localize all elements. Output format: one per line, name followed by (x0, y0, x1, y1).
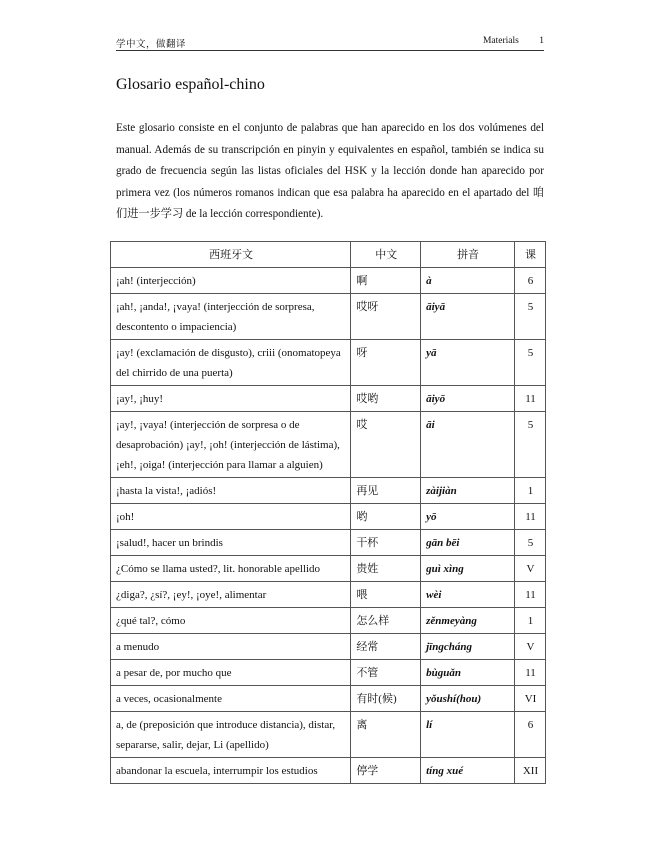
chinese-cell: 哟 (351, 504, 421, 530)
col-header-chinese: 中文 (351, 242, 421, 268)
lesson-cell: 5 (515, 412, 546, 478)
spanish-cell: abandonar la escuela, interrumpir los estudios (111, 758, 351, 784)
pinyin-cell: yā (421, 340, 515, 386)
pinyin-cell: wèi (421, 582, 515, 608)
spanish-cell: ¿qué tal?, cómo (111, 608, 351, 634)
table-row (111, 340, 546, 386)
spanish-cell: ¡hasta la vista!, ¡adiós! (111, 478, 351, 504)
chinese-cell: 有时(候) (351, 686, 421, 712)
lesson-cell: 5 (515, 340, 546, 386)
chinese-cell: 怎么样 (351, 608, 421, 634)
spanish-cell: a, de (preposición que introduce distancia), distar, separarse, salir, dejar, Li (apellido) (111, 712, 351, 758)
table-row (111, 530, 546, 556)
col-header-pinyin: 拼音 (421, 242, 515, 268)
lesson-cell: V (515, 634, 546, 660)
lesson-cell: 11 (515, 504, 546, 530)
spanish-cell: ¡ay!, ¡vaya! (interjección de sorpresa o de desaprobación) ¡ay!, ¡oh! (interjección de lástima), ¡eh!, ¡oiga! (interjección para llamar a alguien) (111, 412, 351, 478)
spanish-cell: ¿diga?, ¿sí?, ¡ey!, ¡oye!, alimentar (111, 582, 351, 608)
table-row (111, 686, 546, 712)
chinese-cell: 经常 (351, 634, 421, 660)
table-row (111, 660, 546, 686)
table-row (111, 758, 546, 784)
chinese-cell: 哎 (351, 412, 421, 478)
chinese-cell: 干杯 (351, 530, 421, 556)
pinyin-cell: āi (421, 412, 515, 478)
page-number: 1 (539, 36, 544, 46)
chinese-cell: 哎哟 (351, 386, 421, 412)
chinese-cell: 喂 (351, 582, 421, 608)
spanish-cell: ¡oh! (111, 504, 351, 530)
page-header (116, 34, 544, 51)
lesson-cell: XII (515, 758, 546, 784)
pinyin-cell: guì xìng (421, 556, 515, 582)
chinese-cell: 离 (351, 712, 421, 758)
pinyin-cell: lí (421, 712, 515, 758)
table-row (111, 412, 546, 478)
table-row (111, 294, 546, 340)
chinese-cell: 呀 (351, 340, 421, 386)
table-row (111, 712, 546, 758)
lesson-cell: V (515, 556, 546, 582)
table-header-row (111, 242, 546, 268)
chinese-cell: 贵姓 (351, 556, 421, 582)
pinyin-cell: yō (421, 504, 515, 530)
spanish-cell: ¡ay!, ¡huy! (111, 386, 351, 412)
lesson-cell: VI (515, 686, 546, 712)
pinyin-cell: zàijiàn (421, 478, 515, 504)
table-row (111, 556, 546, 582)
chinese-cell: 哎呀 (351, 294, 421, 340)
header-book-title: 学中文，做翻译 (116, 40, 187, 50)
lesson-cell: 6 (515, 268, 546, 294)
spanish-cell: a menudo (111, 634, 351, 660)
lesson-cell: 5 (515, 294, 546, 340)
header-section (483, 36, 544, 46)
col-header-lesson: 课 (515, 242, 546, 268)
table-row (111, 478, 546, 504)
table-row (111, 634, 546, 660)
pinyin-cell: gān bēi (421, 530, 515, 556)
pinyin-cell: yǒushí(hou) (421, 686, 515, 712)
pinyin-cell: jīngcháng (421, 634, 515, 660)
header-section-label: Materials (482, 36, 519, 46)
spanish-cell: ¡ay! (exclamación de disgusto), criii (onomatopeya del chirrido de una puerta) (111, 340, 351, 386)
lesson-cell: 1 (515, 608, 546, 634)
table-row (111, 608, 546, 634)
chinese-cell: 不管 (351, 660, 421, 686)
table-row (111, 386, 546, 412)
table-row (111, 268, 546, 294)
col-header-spanish: 西班牙文 (111, 242, 351, 268)
spanish-cell: ¡ah!, ¡anda!, ¡vaya! (interjección de sorpresa, descontento o impaciencia) (111, 294, 351, 340)
spanish-cell: a pesar de, por mucho que (111, 660, 351, 686)
lesson-cell: 11 (515, 386, 546, 412)
chinese-cell: 停学 (351, 758, 421, 784)
spanish-cell: ¡salud!, hacer un brindis (111, 530, 351, 556)
pinyin-cell: bùguǎn (421, 660, 515, 686)
pinyin-cell: zěnmeyàng (421, 608, 515, 634)
spanish-cell: a veces, ocasionalmente (111, 686, 351, 712)
lesson-cell: 1 (515, 478, 546, 504)
pinyin-cell: tíng xué (421, 758, 515, 784)
pinyin-cell: āiyō (421, 386, 515, 412)
table-row (111, 582, 546, 608)
pinyin-cell: à (421, 268, 515, 294)
lesson-cell: 11 (515, 582, 546, 608)
lesson-cell: 6 (515, 712, 546, 758)
spanish-cell: ¡ah! (interjección) (111, 268, 351, 294)
lesson-cell: 5 (515, 530, 546, 556)
chinese-cell: 再见 (351, 478, 421, 504)
chinese-cell: 啊 (351, 268, 421, 294)
glossary-table (110, 241, 546, 784)
pinyin-cell: āiyā (421, 294, 515, 340)
table-row (111, 504, 546, 530)
page-title: Glosario español-chino (116, 76, 265, 93)
intro-paragraph: Este glosario consiste en el conjunto de palabras que han aparecido en los dos volúmenes del manual. Además de su transcripción en pinyin y equivalentes en español, también se indica su grado de frecuencia según las listas oficiales del HSK y la lección donde han aparecido por primera vez (los números romanos indican que esa palabra ha aparecido en el apartado del 咱们进一步学习 de la lección correspondiente). (116, 122, 544, 220)
spanish-cell: ¿Cómo se llama usted?, lit. honorable apellido (111, 556, 351, 582)
lesson-cell: 11 (515, 660, 546, 686)
